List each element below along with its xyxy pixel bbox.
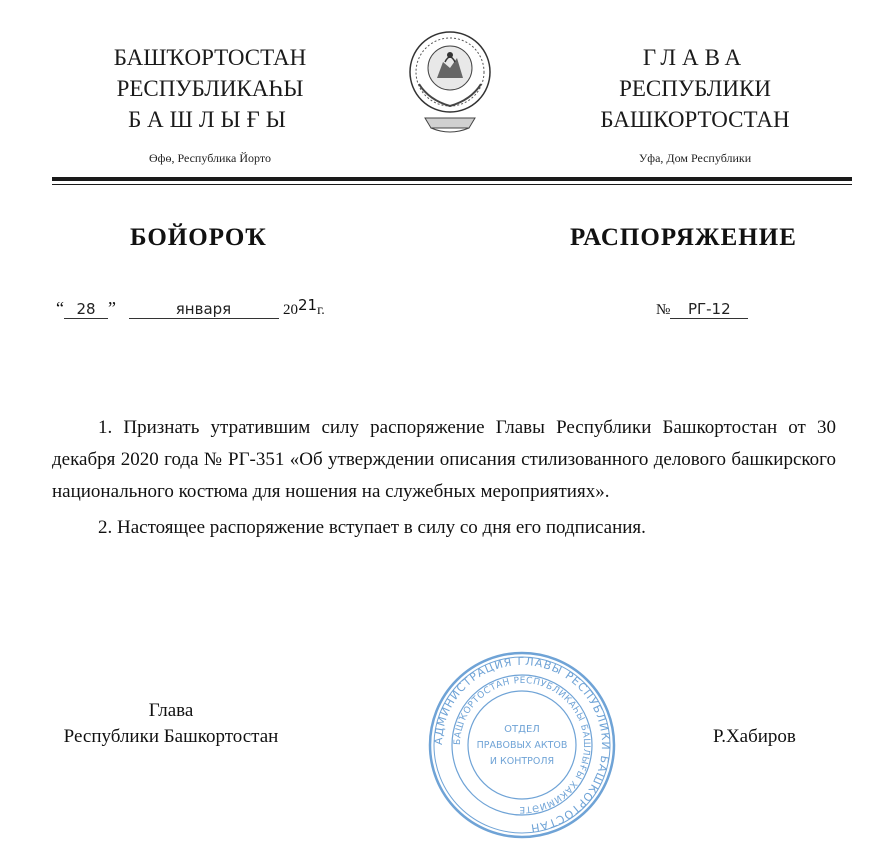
header-left-line2: РЕСПУБЛИКАҺЫ (116, 76, 304, 101)
date-month: января (129, 300, 279, 319)
stamp-center-line3: И КОНТРОЛЯ (489, 756, 555, 767)
signature-position (36, 698, 306, 750)
document-body (52, 412, 836, 544)
date-year-unit: г. (317, 303, 325, 318)
stamp-center-line1: ОТДЕЛ (504, 724, 540, 735)
document-number (656, 298, 748, 319)
date-year-suffix: 21 (298, 296, 318, 314)
header-right (530, 42, 860, 174)
header-right-line1: ГЛАВА (642, 45, 748, 70)
header-left-line1: БАШҠОРТОСТАН (113, 45, 307, 70)
date-close-quote: ” (108, 298, 116, 318)
header-rule-thin (52, 184, 852, 185)
title-bashkir: БОЙОРОҠ (130, 224, 267, 251)
header-left (60, 42, 360, 174)
date-year-prefix: 20 (283, 302, 298, 318)
header-rule-thick (52, 177, 852, 181)
title-russian: РАСПОРЯЖЕНИЕ (570, 224, 797, 251)
official-stamp (427, 650, 617, 840)
document-date (56, 298, 325, 319)
number-prefix: № (656, 302, 671, 318)
date-open-quote: “ (56, 298, 64, 318)
signature-position-line2: Республики Башкортостан (63, 726, 279, 747)
header-left-line3: БАШЛЫҒЫ (128, 107, 292, 132)
stamp-inner-text: БАШҠОРТОСТАН РЕСПУБЛИКАҺЫ БАШЛЫҒЫ ХАКИМИӘТЕ (452, 675, 592, 815)
stamp-center-line2: ПРАВОВЫХ АКТОВ (476, 740, 568, 751)
stamp-outer-text: АДМИНИСТРАЦИЯ ГЛАВЫ РЕСПУБЛИКИ БАШКОРТОСТАН (431, 654, 613, 835)
coat-of-arms-icon (407, 22, 493, 142)
header-right-line3: БАШКОРТОСТАН (600, 107, 790, 132)
header-right-address: Уфа, Дом Республики (638, 151, 752, 165)
body-paragraph-2: 2. Настоящее распоряжение вступает в силу со дня его подписания. (98, 517, 646, 538)
body-paragraph-1: 1. Признать утратившим силу распоряжение Главы Республики Башкортостан от 30 декабря 2020 года № РГ-351 «Об утверждении описания стилизованного делового башкирского национального костюма для ношения на служебных мероприятиях». (52, 417, 836, 502)
header-right-line2: РЕСПУБЛИКИ (619, 76, 771, 101)
header-left-address: Өфө, Республика Йорто (149, 151, 271, 165)
number-value: РГ-12 (670, 300, 748, 319)
date-day: 28 (64, 300, 108, 319)
signature-position-line1: Глава (148, 700, 194, 721)
signature-name: Р.Хабиров (713, 726, 796, 747)
